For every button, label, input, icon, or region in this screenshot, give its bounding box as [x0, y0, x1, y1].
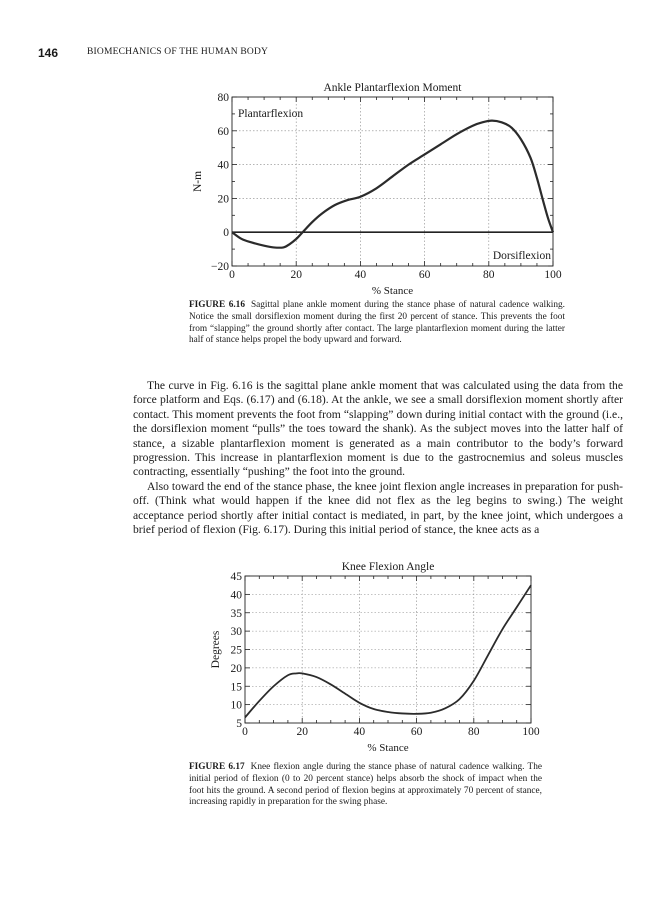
y-tick-label: 60	[217, 125, 229, 138]
x-tick-label: 100	[544, 269, 562, 281]
body-text	[133, 379, 623, 537]
y-tick-label: 15	[230, 681, 242, 694]
figure-6-16-caption	[189, 300, 565, 347]
x-tick-label: 80	[483, 269, 495, 281]
paragraph-1: The curve in Fig. 6.16 is the sagittal plane ankle moment that was calculated using the data from the force platform and Eqs. (6.17) and (6.18). At the ankle, we see a small dorsiflexion moment shortly after contact. This moment prevents the foot from “slapping” down during initial contact with the ground (i.e., the dorsiflexion moment “pulls” the toes toward the shank). As the subject moves into the latter half of stance, a sizable plantarflexion moment is generated as a main contributor to the body’s forward progression. This increase in plantarflexion moment is due to the gastrocnemius and soleus muscles contracting, essentially “pushing” the foot into the ground.	[133, 379, 623, 479]
y-tick-label: 35	[230, 607, 242, 620]
ankle-moment-chart	[0, 0, 669, 300]
series-line	[232, 121, 553, 248]
x-axis-label: % Stance	[367, 742, 409, 754]
running-head: BIOMECHANICS OF THE HUMAN BODY	[87, 47, 269, 57]
y-axis-label: N-m	[192, 170, 204, 193]
chart-title: Ankle Plantarflexion Moment	[323, 82, 462, 94]
annotation-plantarflexion: Plantarflexion	[238, 108, 304, 120]
figure-6-16-caption-text: Sagittal plane ankle moment during the stance phase of natural cadence walking. Notice the small dorsiflexion moment during the first 20 percent of stance. This prevents the foot from “slapping” the ground shortly after contact. The large plantarflexion moment during the latter half of stance helps propel the body upward and forward.	[189, 300, 565, 346]
y-tick-label: 20	[217, 193, 229, 206]
series-line	[245, 585, 531, 717]
y-tick-label: 0	[223, 227, 229, 240]
x-axis-label: % Stance	[371, 285, 414, 297]
plot-frame	[232, 97, 553, 266]
y-tick-label: 40	[217, 159, 229, 172]
x-tick-label: 0	[229, 269, 235, 281]
figure-6-17-label: FIGURE 6.17	[189, 762, 245, 772]
y-tick-label: 10	[230, 699, 242, 712]
page-number: 146	[38, 46, 59, 60]
x-tick-label: 100	[522, 726, 540, 738]
x-tick-label: 20	[296, 726, 308, 738]
x-tick-label: 60	[410, 726, 423, 738]
y-axis-label: Degrees	[210, 630, 222, 669]
x-tick-label: 20	[290, 269, 302, 281]
y-tick-label: 5	[236, 718, 242, 730]
x-tick-label: 80	[468, 726, 480, 738]
paragraph-2: Also toward the end of the stance phase, the knee joint flexion angle increases in preparation for push-off. (Think what would happen if the knee did not flex as the leg begins to swing.) The weight acceptance period shortly after initial contact is mediated, in part, by the knee joint, which undergoes a brief period of flexion (Fig. 6.17). During this initial period of stance, the knee acts as a	[133, 479, 623, 537]
knee-flexion-chart	[0, 550, 669, 760]
y-tick-label: 30	[230, 626, 242, 639]
y-tick-label: 45	[230, 571, 242, 583]
y-tick-label: 20	[230, 662, 242, 675]
y-tick-label: 80	[217, 92, 229, 104]
annotation-dorsiflexion: Dorsiflexion	[492, 250, 551, 262]
x-tick-label: 40	[354, 269, 367, 281]
figure-6-17-caption	[189, 762, 542, 809]
x-tick-label: 60	[418, 269, 431, 281]
y-tick-label: 25	[230, 644, 242, 657]
chart-title: Knee Flexion Angle	[341, 561, 435, 573]
figure-6-16-label: FIGURE 6.16	[189, 300, 245, 310]
x-tick-label: 0	[242, 726, 248, 738]
y-tick-label: −20	[211, 261, 229, 273]
y-tick-label: 40	[230, 589, 242, 602]
x-tick-label: 40	[353, 726, 366, 738]
figure-6-17-caption-text: Knee flexion angle during the stance phase of natural cadence walking. The initial period of flexion (0 to 20 percent stance) helps absorb the shock of impact when the foot hits the ground. A second period of flexion begins at approximately 70 percent of stance, increasing rapidly in preparation for the swing phase.	[189, 762, 542, 808]
